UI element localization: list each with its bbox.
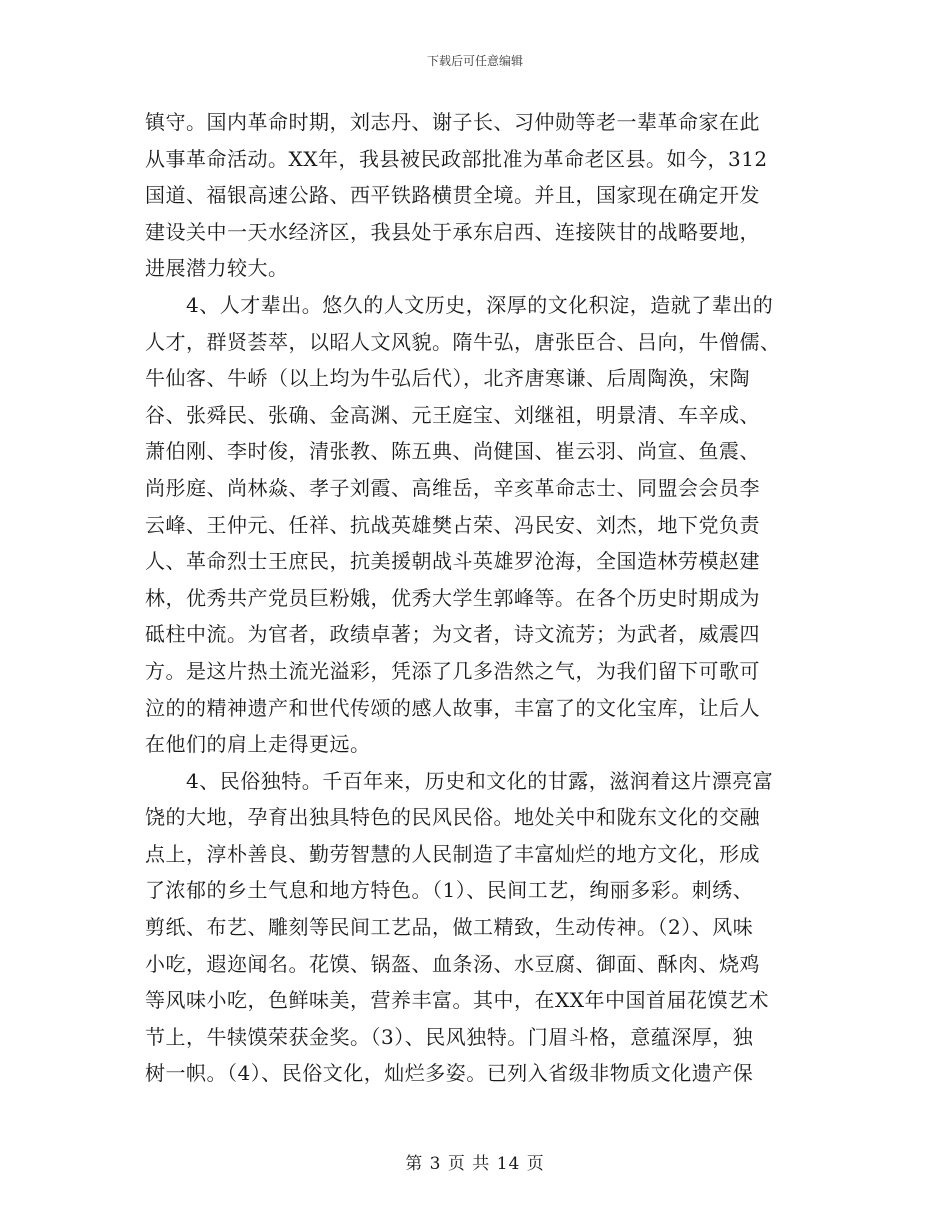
text-line: 尚彤庭、尚林焱、孝子刘霞、高维岳，辛亥革命志士、同盟会会员李 [145,475,760,500]
text-line: 等风味小吃，色鲜味美，营养丰富。其中，在XX年中国首届花馍艺术 [145,988,769,1013]
text-line: 4、民俗独特。千百年来，历史和文化的甘露，滋润着这片漂亮富 [186,768,774,793]
text-line: 人、革命烈士王庶民，抗美援朝战斗英雄罗沧海，全国造林劳模赵建 [145,549,760,574]
text-line: 云峰、王仲元、任祥、抗战英雄樊占荣、冯民安、刘杰，地下党负责 [145,512,760,537]
text-line: 4、人才辈出。悠久的人文历史，深厚的文化积淀，造就了辈出的 [186,292,774,317]
text-line: 建设关中一天水经济区，我县处于承东启西、连接陕甘的战略要地， [145,219,760,244]
text-line: 进展潜力较大。 [145,256,289,281]
page-number-footer: 第 3 页 共 14 页 [405,1154,545,1174]
text-line: 饶的大地，孕育出独具特色的民风民俗。地处关中和陇东文化的交融 [145,805,760,830]
text-line: 谷、张舜民、张确、金高渊、元王庭宝、刘继祖，明景清、车辛成、 [145,402,760,427]
page-header: 下载后可任意编辑 [426,54,523,68]
text-line: 萧伯刚、李时俊，清张教、陈五典、尚健国、崔云羽、尚宣、鱼震、 [145,439,760,464]
text-line: 国道、福银高速公路、西平铁路横贯全境。并且，国家现在确定开发 [145,183,760,208]
text-line: 人才，群贤荟萃，以昭人文风貌。隋牛弘，唐张臣合、吕向，牛僧儒、 [145,329,781,354]
text-line: 剪纸、布艺、雕刻等民间工艺品，做工精致，生动传神。（2）、风味 [145,915,754,940]
text-line: 方。是这片热土流光溢彩，凭添了几多浩然之气，为我们留下可歌可 [145,658,760,683]
text-line: 牛仙客、牛峤（以上均为牛弘后代），北齐唐寒谦、后周陶涣，宋陶 [145,366,750,391]
text-line: 树一帜。（4）、民俗文化，灿烂多姿。已列入省级非物质文化遗产保 [145,1061,754,1086]
paragraph [145,763,815,1092]
paragraph [145,104,815,287]
text-line: 点上，淳朴善良、勤劳智慧的人民制造了丰富灿烂的地方文化，形成 [145,841,760,866]
paragraph [145,287,815,763]
text-line: 镇守。国内革命时期，刘志丹、谢子长、习仲勋等老一辈革命家在此 [145,110,760,134]
document-body [145,104,815,1092]
text-line: 林，优秀共产党员巨粉娥，优秀大学生郭峰等。在各个历史时期成为 [145,585,760,610]
text-line: 砥柱中流。为官者，政绩卓著；为文者，诗文流芳；为武者，威震四 [145,622,760,647]
text-line: 了浓郁的乡土气息和地方特色。（1）、民间工艺，绚丽多彩。刺绣、 [145,878,754,903]
text-line: 小吃，遐迩闻名。花馍、锅盔、血条汤、水豆腐、御面、酥肉、烧鸡 [145,951,760,976]
text-line: 从事革命活动。XX年，我县被民政部批准为革命老区县。如今，312 [145,146,768,171]
text-line: 节上，牛犊馍荣获金奖。（3）、民风独特。门眉斗格，意蕴深厚，独 [145,1024,754,1049]
text-line: 在他们的肩上走得更远。 [145,732,371,757]
text-line: 泣的的精神遗产和世代传颂的感人故事，丰富了的文化宝库，让后人 [145,695,760,720]
